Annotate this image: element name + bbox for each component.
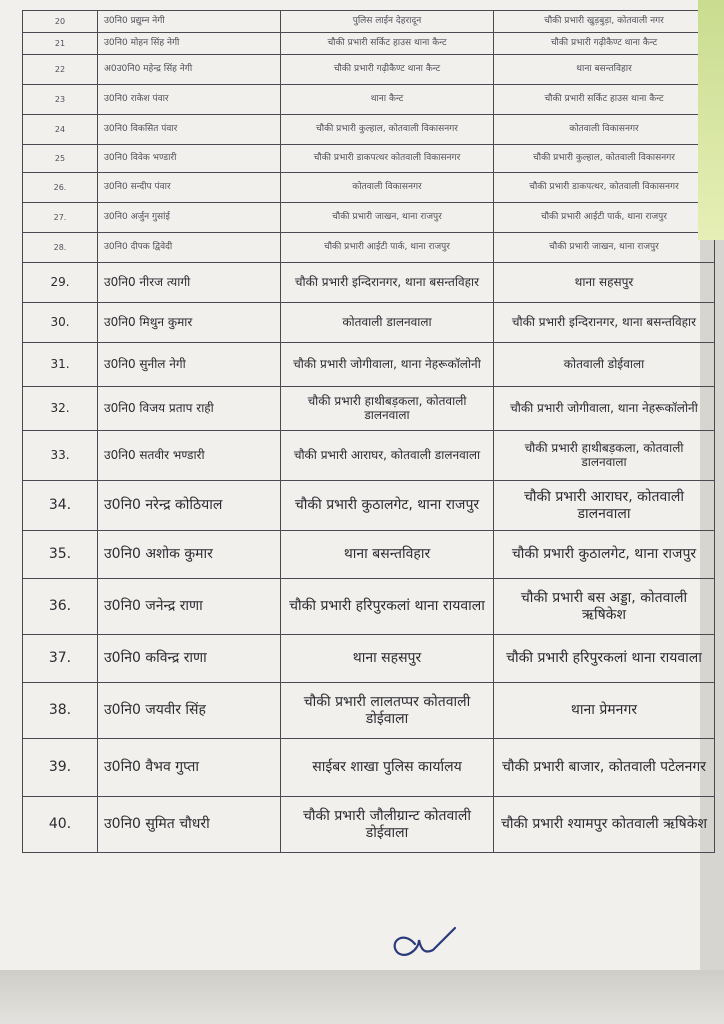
serial-number: 38.	[23, 683, 98, 739]
new-posting: चौकी प्रभारी डाकपत्थर, कोतवाली विकासनगर	[494, 173, 715, 203]
current-posting: कोतवाली विकासनगर	[281, 173, 494, 203]
current-posting: कोतवाली डालनवाला	[281, 303, 494, 343]
officer-name: उ0नि0 अर्जुन गुसांई	[98, 203, 281, 233]
serial-number: 32.	[23, 387, 98, 431]
serial-number: 25	[23, 145, 98, 173]
current-posting: चौकी प्रभारी डाकपत्थर कोतवाली विकासनगर	[281, 145, 494, 173]
officer-name: उ0नि0 नरेन्द्र कोठियाल	[98, 481, 281, 531]
officer-name: उ0नि0 सुनील नेगी	[98, 343, 281, 387]
current-posting: पुलिस लाईन देहरादून	[281, 11, 494, 33]
table-row	[23, 115, 715, 145]
serial-number: 22	[23, 55, 98, 85]
new-posting: थाना प्रेमनगर	[494, 683, 715, 739]
new-posting: कोतवाली विकासनगर	[494, 115, 715, 145]
officer-name: उ0नि0 कविन्द्र राणा	[98, 635, 281, 683]
serial-number: 20	[23, 11, 98, 33]
current-posting: चौकी प्रभारी हरिपुरकलां थाना रायवाला	[281, 579, 494, 635]
transfer-table	[22, 10, 715, 853]
new-posting: चौकी प्रभारी गढ़ीकैण्ट थाना कैन्ट	[494, 33, 715, 55]
table-row	[23, 85, 715, 115]
serial-number: 24	[23, 115, 98, 145]
new-posting: चौकी प्रभारी कुल्हाल, कोतवाली विकासनगर	[494, 145, 715, 173]
new-posting: चौकी प्रभारी हरिपुरकलां थाना रायवाला	[494, 635, 715, 683]
new-posting: चौकी प्रभारी आईटी पार्क, थाना राजपुर	[494, 203, 715, 233]
new-posting: कोतवाली डोईवाला	[494, 343, 715, 387]
new-posting: चौकी प्रभारी बस अड्डा, कोतवाली ऋषिकेश	[494, 579, 715, 635]
officer-name: उ0नि0 विकसित पंवार	[98, 115, 281, 145]
officer-name: उ0नि0 सतवीर भण्डारी	[98, 431, 281, 481]
table-row	[23, 145, 715, 173]
current-posting: चौकी प्रभारी लालतप्पर कोतवाली डोईवाला	[281, 683, 494, 739]
table-row	[23, 797, 715, 853]
officer-name: उ0नि0 अशोक कुमार	[98, 531, 281, 579]
serial-number: 39.	[23, 739, 98, 797]
officer-name: उ0नि0 जनेन्द्र राणा	[98, 579, 281, 635]
serial-number: 21	[23, 33, 98, 55]
new-posting: चौकी प्रभारी सर्किट हाउस थाना कैन्ट	[494, 85, 715, 115]
current-posting: चौकी प्रभारी इन्दिरानगर, थाना बसन्तविहार	[281, 263, 494, 303]
current-posting: थाना सहसपुर	[281, 635, 494, 683]
table-row	[23, 635, 715, 683]
table-row	[23, 683, 715, 739]
table-row	[23, 387, 715, 431]
new-posting: चौकी प्रभारी इन्दिरानगर, थाना बसन्तविहार	[494, 303, 715, 343]
table-row	[23, 739, 715, 797]
serial-number: 30.	[23, 303, 98, 343]
table-row	[23, 531, 715, 579]
table-row	[23, 11, 715, 33]
serial-number: 35.	[23, 531, 98, 579]
current-posting: चौकी प्रभारी जाखन, थाना राजपुर	[281, 203, 494, 233]
new-posting: चौकी प्रभारी हाथीबड़कला, कोतवाली डालनवाला	[494, 431, 715, 481]
new-posting: चौकी प्रभारी जोगीवाला, थाना नेहरूकॉलोनी	[494, 387, 715, 431]
officer-name: उ0नि0 मोहन सिंह नेगी	[98, 33, 281, 55]
table-row	[23, 431, 715, 481]
new-posting: चौकी प्रभारी आराघर, कोतवाली डालनवाला	[494, 481, 715, 531]
serial-number: 34.	[23, 481, 98, 531]
signature-mark	[385, 920, 465, 960]
new-posting: थाना सहसपुर	[494, 263, 715, 303]
new-posting: थाना बसन्तविहार	[494, 55, 715, 85]
new-posting: चौकी प्रभारी बाजार, कोतवाली पटेलनगर	[494, 739, 715, 797]
serial-number: 37.	[23, 635, 98, 683]
current-posting: चौकी प्रभारी हाथीबड़कला, कोतवाली डालनवाला	[281, 387, 494, 431]
table-row	[23, 55, 715, 85]
table-row	[23, 233, 715, 263]
officer-name: उ0नि0 जयवीर सिंह	[98, 683, 281, 739]
officer-name: उ0नि0 विजय प्रताप राही	[98, 387, 281, 431]
current-posting: चौकी प्रभारी आराघर, कोतवाली डालनवाला	[281, 431, 494, 481]
green-paper-edge	[698, 0, 724, 240]
serial-number: 36.	[23, 579, 98, 635]
new-posting: चौकी प्रभारी श्यामपुर कोतवाली ऋषिकेश	[494, 797, 715, 853]
table-row	[23, 579, 715, 635]
current-posting: चौकी प्रभारी जौलीग्रान्ट कोतवाली डोईवाला	[281, 797, 494, 853]
table-row	[23, 343, 715, 387]
current-posting: चौकी प्रभारी आईटी पार्क, थाना राजपुर	[281, 233, 494, 263]
serial-number: 33.	[23, 431, 98, 481]
officer-name: उ0नि0 सुमित चौधरी	[98, 797, 281, 853]
serial-number: 31.	[23, 343, 98, 387]
serial-number: 27.	[23, 203, 98, 233]
current-posting: थाना कैन्ट	[281, 85, 494, 115]
officer-name: अ0उ0नि0 महेन्द्र सिंह नेगी	[98, 55, 281, 85]
officer-name: उ0नि0 मिथुन कुमार	[98, 303, 281, 343]
table-row	[23, 303, 715, 343]
serial-number: 40.	[23, 797, 98, 853]
current-posting: थाना बसन्तविहार	[281, 531, 494, 579]
current-posting: चौकी प्रभारी जोगीवाला, थाना नेहरूकॉलोनी	[281, 343, 494, 387]
officer-name: उ0नि0 विवेक भण्डारी	[98, 145, 281, 173]
officer-name: उ0नि0 राकेश पंवार	[98, 85, 281, 115]
table-row	[23, 33, 715, 55]
officer-name: उ0नि0 नीरज त्यागी	[98, 263, 281, 303]
officer-name: उ0नि0 दीपक द्विवेदी	[98, 233, 281, 263]
serial-number: 28.	[23, 233, 98, 263]
current-posting: चौकी प्रभारी कुठालगेट, थाना राजपुर	[281, 481, 494, 531]
serial-number: 29.	[23, 263, 98, 303]
page-bottom-edge	[0, 970, 724, 1024]
current-posting: चौकी प्रभारी कुल्हाल, कोतवाली विकासनगर	[281, 115, 494, 145]
current-posting: चौकी प्रभारी सर्किट हाउस थाना कैन्ट	[281, 33, 494, 55]
new-posting: चौकी प्रभारी खुड़बुड़ा, कोतवाली नगर	[494, 11, 715, 33]
table-row	[23, 481, 715, 531]
table-row	[23, 173, 715, 203]
table-row	[23, 263, 715, 303]
serial-number: 23	[23, 85, 98, 115]
officer-name: उ0नि0 वैभव गुप्ता	[98, 739, 281, 797]
officer-name: उ0नि0 सन्दीप पंवार	[98, 173, 281, 203]
new-posting: चौकी प्रभारी जाखन, थाना राजपुर	[494, 233, 715, 263]
table-row	[23, 203, 715, 233]
serial-number: 26.	[23, 173, 98, 203]
new-posting: चौकी प्रभारी कुठालगेट, थाना राजपुर	[494, 531, 715, 579]
officer-name: उ0नि0 प्रद्युम्न नेगी	[98, 11, 281, 33]
current-posting: साईबर शाखा पुलिस कार्यालय	[281, 739, 494, 797]
current-posting: चौकी प्रभारी गढ़ीकैण्ट थाना कैन्ट	[281, 55, 494, 85]
